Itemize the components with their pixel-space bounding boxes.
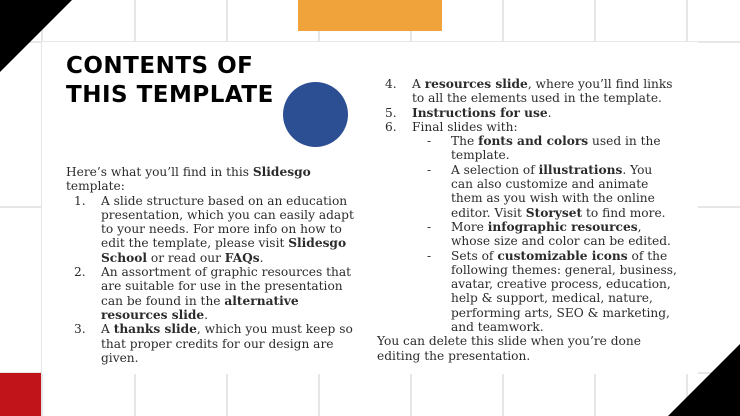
list-item [66,322,366,365]
list-text: Final slides with: [412,119,518,134]
blue-circle [283,82,348,147]
list-text: of the following themes: general, business, avatar, creative process, education, help & support, medical, nature, performing arts, SEO & marketing, and teamwork. [451,248,677,335]
left-column [66,165,366,365]
intro-text-part: template: [66,179,125,194]
list-number: 3. [74,322,86,337]
orange-bar [298,0,442,31]
list-text-bold: fonts and colors [478,134,589,149]
sublist-dash: - [427,248,432,263]
list-text-bold: Slidesgo School [101,236,347,265]
sublist-dash: - [427,162,432,177]
corner-triangle-top-left [0,0,72,72]
list-text-bold: resources slide [424,77,528,91]
list-text: . [547,105,552,120]
list-item [377,120,677,134]
sublist-item [377,134,677,163]
list-text: , where you’ll find links to all the elements used in the template. [412,77,673,106]
list-item [377,106,677,120]
list-text: An assortment of graphic resources that are suitable for use in the presentation can be found in the [101,265,351,308]
list-text: used in the template. [451,134,661,163]
list-text-bold: FAQs [224,250,260,265]
list-text: The [451,134,479,149]
corner-triangle-bottom-right [668,344,740,416]
list-text: A [101,322,114,337]
list-text: A [412,77,425,91]
list-number: 5. [385,105,397,120]
right-column [377,77,677,363]
list-text: . You can also customize and animate them as you wish with the online editor. Visit [451,162,655,220]
intro-text-bold: Slidesgo [252,165,311,179]
list-text-bold: thanks slide [113,322,197,337]
list-number: 4. [385,77,397,91]
list-item [66,265,366,322]
list-text-bold: Instructions for use [412,105,548,120]
list-item [66,194,366,265]
list-text-bold: infographic resources [487,219,638,234]
list-text: A slide structure based on an education presentation, which you can easily adapt to your needs. For more info on how to edit the template, please visit [101,193,354,251]
sublist [377,134,677,334]
list-text-bold: customizable icons [497,248,628,263]
list-text: . [204,307,208,322]
list-item [377,77,677,106]
contents-list-right [377,77,677,134]
list-text-bold: alternative resources slide [101,293,299,322]
list-text: , whose size and color can be edited. [451,219,671,249]
sublist-dash: - [427,134,432,149]
list-text: . [259,250,264,265]
list-number: 2. [74,265,86,280]
sublist-dash: - [427,219,432,234]
list-text: to find more. [582,205,666,220]
red-square [0,373,41,416]
closing-text: You can delete this slide when you’re done editing the presentation. [377,334,641,363]
sublist-item [377,220,677,249]
list-text: More [451,219,488,234]
list-text-bold: Storyset [525,205,583,220]
contents-list-left [66,194,366,366]
list-text-bold: illustrations [538,162,623,177]
title-line-2: THIS TEMPLATE [66,82,274,108]
list-number: 6. [385,119,397,134]
list-text: Sets of [451,248,498,263]
intro-text [66,165,366,194]
intro-text-part: Here’s what you’ll find in this [66,165,253,179]
slide-title [66,52,281,110]
list-number: 1. [74,193,86,208]
list-text: A selection of [451,162,539,177]
list-text: or read our [146,250,225,265]
sublist-item [377,163,677,220]
title-line-1: CONTENTS OF [66,53,254,79]
list-text: , which you must keep so that proper credits for our design are given. [101,322,353,365]
sublist-item [377,249,677,335]
